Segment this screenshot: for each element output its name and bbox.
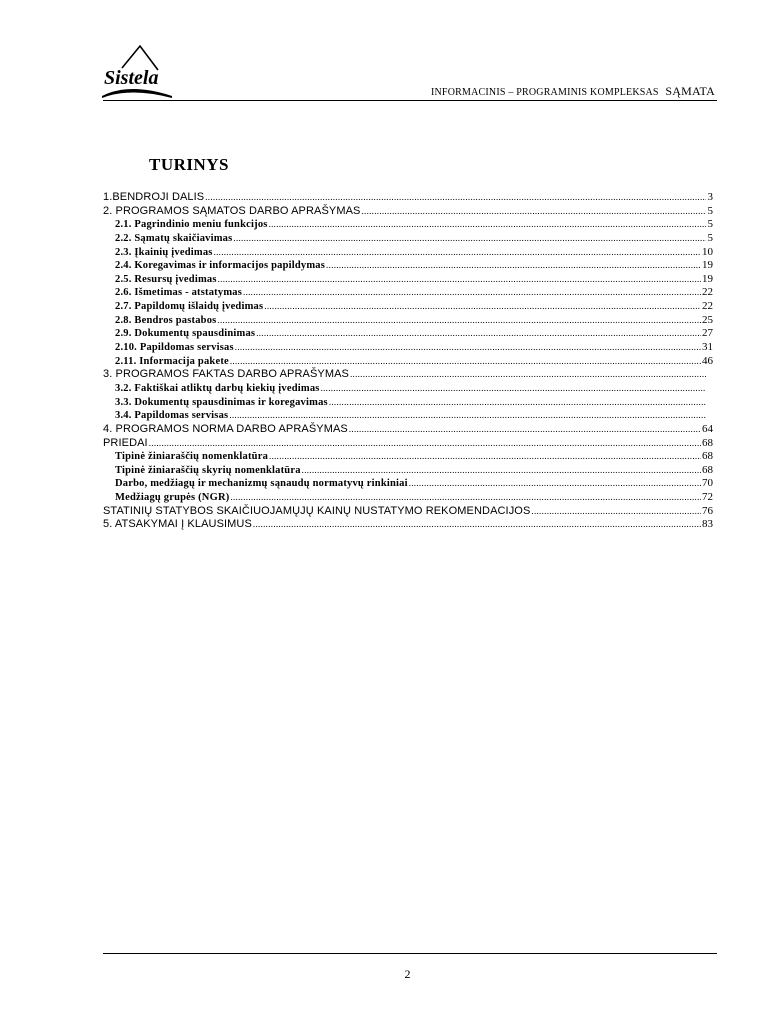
toc-entry-label: PRIEDAI: [103, 436, 148, 449]
toc-entry[interactable]: [103, 286, 713, 300]
toc-entry-page: 64: [702, 422, 713, 435]
footer-rule: [103, 953, 717, 954]
header-title-big: SĄMATA: [665, 84, 715, 98]
toc-entry-leader: [321, 382, 706, 396]
toc-entry-leader: [269, 450, 701, 464]
toc-entry-leader: [264, 300, 701, 314]
toc-entry-label: 2.8. Bendros pastabos: [115, 314, 217, 326]
toc-entry[interactable]: [103, 450, 713, 464]
toc-entry-page: 31: [702, 341, 713, 354]
toc-entry-label: STATINIŲ STATYBOS SKAIČIUOJAMŲJŲ KAINŲ NUSTATYMO REKOMENDACIJOS: [103, 504, 531, 517]
toc-entry-label: 2.7. Papildomų išlaidų įvedimas: [115, 301, 264, 313]
toc-entry-leader: [230, 491, 701, 505]
svg-text:Sistela: Sistela: [104, 67, 159, 89]
toc-entry-leader: [350, 368, 706, 382]
toc-entry-page: 5: [707, 231, 713, 244]
toc-entry[interactable]: [103, 232, 713, 246]
toc-entry[interactable]: [103, 355, 713, 369]
toc-entry-leader: [409, 477, 701, 491]
toc-entry-label: 3.3. Dokumentų spausdinimas ir koregavimas: [115, 396, 328, 408]
toc-entry-label: Tipinė žiniaraščių skyrių nomenklatūra: [115, 464, 301, 476]
toc-entry-label: 3.4. Papildomas servisas: [115, 410, 229, 422]
toc-entry-leader: [218, 273, 701, 287]
toc-entry-leader: [149, 437, 701, 451]
toc-entry-label: Tipinė žiniaraščių nomenklatūra: [115, 451, 269, 463]
toc-entry-leader: [349, 423, 701, 437]
toc-entry-leader: [243, 286, 701, 300]
toc-entry-label: 2.6. Išmetimas - atstatymas: [115, 287, 243, 299]
toc-entry-leader: [361, 205, 706, 219]
toc-entry-label: 2.11. Informacija pakete: [115, 355, 229, 367]
page-number: 2: [404, 967, 411, 981]
toc-entry-leader: [531, 505, 701, 519]
table-of-contents: [103, 191, 713, 532]
toc-entry-leader: [233, 232, 706, 246]
toc-entry-page: 3: [707, 191, 713, 203]
toc-entry[interactable]: [103, 491, 713, 505]
toc-entry-label: 1.BENDROJI DALIS: [103, 191, 205, 203]
toc-entry-label: 3. PROGRAMOS FAKTAS DARBO APRAŠYMAS: [103, 368, 349, 381]
toc-entry-leader: [329, 396, 706, 410]
toc-entry-label: Medžiagų grupės (NGR): [115, 492, 230, 504]
toc-entry-page: 27: [702, 327, 713, 340]
toc-entry-page: 5: [707, 204, 713, 217]
toc-entry-label: 2. PROGRAMOS SĄMATOS DARBO APRAŠYMAS: [103, 204, 361, 217]
toc-entry-label: 2.10. Papildomas servisas: [115, 342, 234, 354]
toc-entry[interactable]: [103, 409, 713, 423]
toc-entry[interactable]: [103, 396, 713, 410]
toc-entry-page: 76: [702, 504, 713, 517]
toc-entry-leader: [229, 409, 706, 423]
header-rule: [103, 100, 717, 101]
toc-entry-leader: [256, 327, 701, 341]
toc-entry-page: 70: [702, 477, 713, 490]
toc-entry-leader: [326, 259, 701, 273]
toc-entry-label: 5. ATSAKYMAI Į KLAUSIMUS: [103, 518, 252, 531]
toc-entry[interactable]: [103, 437, 713, 451]
toc-entry-leader: [217, 314, 701, 328]
toc-entry-label: Darbo, medžiagų ir mechanizmų sąnaudų normatyvų rinkiniai: [115, 478, 408, 490]
toc-entry-page: 68: [702, 463, 713, 476]
toc-entry-page: 5: [707, 218, 713, 231]
toc-entry-page: 46: [702, 354, 713, 367]
toc-entry-label: 2.1. Pagrindinio meniu funkcijos: [115, 219, 268, 231]
toc-entry-label: 2.5. Resursų įvedimas: [115, 273, 217, 285]
toc-entry[interactable]: [103, 518, 713, 532]
toc-entry-leader: [235, 341, 701, 355]
toc-entry[interactable]: [103, 259, 713, 273]
toc-entry-page: 22: [702, 286, 713, 299]
toc-entry[interactable]: [103, 464, 713, 478]
toc-entry-leader: [205, 191, 706, 205]
toc-entry-page: 22: [702, 300, 713, 313]
toc-entry-leader: [230, 355, 701, 369]
toc-entry[interactable]: [103, 218, 713, 232]
toc-entry-label: 2.2. Sąmatų skaičiavimas: [115, 232, 233, 244]
toc-entry[interactable]: [103, 314, 713, 328]
toc-entry-label: 2.9. Dokumentų spausdinimas: [115, 328, 256, 340]
toc-entry[interactable]: [103, 368, 713, 382]
toc-entry[interactable]: [103, 300, 713, 314]
document-header: [300, 84, 715, 99]
toc-entry[interactable]: [103, 477, 713, 491]
toc-entry-page: 72: [702, 491, 713, 504]
toc-title: TURINYS: [149, 155, 230, 174]
toc-entry[interactable]: [103, 191, 713, 205]
toc-entry[interactable]: [103, 341, 713, 355]
toc-entry[interactable]: [103, 205, 713, 219]
toc-entry-leader: [269, 218, 706, 232]
toc-entry[interactable]: [103, 423, 713, 437]
toc-entry-page: 10: [702, 245, 713, 258]
toc-entry[interactable]: [103, 505, 713, 519]
toc-entry-label: 4. PROGRAMOS NORMA DARBO APRAŠYMAS: [103, 422, 348, 435]
sistela-logo: [100, 40, 175, 100]
toc-entry-page: 25: [702, 313, 713, 326]
toc-entry-label: 2.4. Koregavimas ir informacijos papildymas: [115, 260, 326, 272]
toc-entry-page: 68: [702, 450, 713, 463]
toc-entry-leader: [253, 518, 701, 532]
toc-entry-label: 3.2. Faktiškai atliktų darbų kiekių įvedimas: [115, 382, 320, 394]
toc-entry-leader: [214, 246, 701, 260]
header-title-small: INFORMACINIS – PROGRAMINIS KOMPLEKSAS: [430, 87, 659, 98]
toc-entry-label: 2.3. Įkainių įvedimas: [115, 246, 213, 258]
toc-entry[interactable]: [103, 382, 713, 396]
toc-entry-page: 19: [702, 272, 713, 285]
toc-entry-page: 68: [702, 436, 713, 449]
toc-entry[interactable]: [103, 246, 713, 260]
toc-entry[interactable]: [103, 273, 713, 287]
toc-entry-page: 19: [702, 259, 713, 272]
toc-entry-leader: [302, 464, 701, 478]
toc-entry-page: 83: [702, 518, 713, 531]
toc-entry[interactable]: [103, 327, 713, 341]
